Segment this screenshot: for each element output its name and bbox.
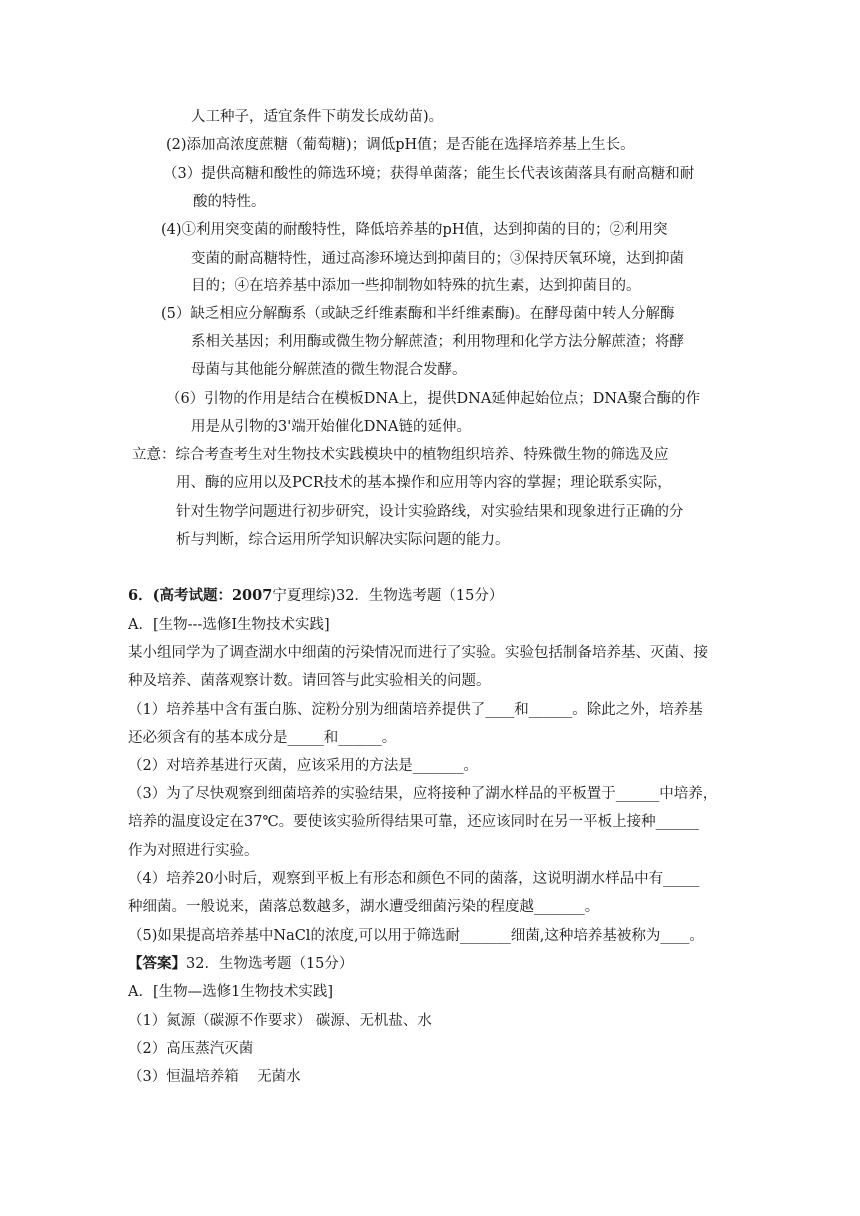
source-label: (高考试题：2007 <box>152 587 273 604</box>
answer-heading <box>128 954 353 974</box>
text-line: （5)如果提高培养基中NaCl的浓度,可以用于筛选耐_______细菌,这种培养基被称为____。 <box>128 928 704 944</box>
text-line: 系相关基因；利用酶或微生物分解蔗渣；利用物理和化学方法分解蔗渣；将酵 <box>191 334 684 350</box>
text-line: (2)添加高浓度蔗糖（葡萄糖)；调低pH值；是否能在选择培养基上生长。 <box>166 137 635 153</box>
text-line: (5）缺乏相应分解酶系（或缺乏纤维素酶和半纤维素酶)。在酵母菌中转人分解酶 <box>161 306 675 322</box>
text-line: 立意：综合考查考生对生物技术实践模块中的植物组织培养、特殊微生物的筛选及应 <box>132 447 669 463</box>
question-number: 6． <box>128 587 153 604</box>
text-line: 目的；④在培养基中添加一些抑制物如特殊的抗生素，达到抑菌目的。 <box>191 278 641 294</box>
text-line: （2）高压蒸汽灭菌 <box>128 1041 254 1057</box>
text-line: 作为对照进行实验。 <box>128 843 259 859</box>
text-line: (4)①利用突变菌的耐酸特性，降低培养基的pH值，达到抑菌的目的；②利用突 <box>161 222 668 238</box>
text-line: 针对生物学问题进行初步研究，设计实验路线，对实验结果和现象进行正确的分 <box>176 504 684 520</box>
text-line: （3）提供高糖和酸性的筛选环境；获得单菌落；能生长代表该菌落具有耐高糖和耐 <box>163 166 695 182</box>
text-line: 析与判断，综合运用所学知识解决实际问题的能力。 <box>176 532 510 548</box>
text-line: 种细菌。一般说来，菌落总数越多，湖水遭受细菌污染的程度越_______。 <box>128 899 600 915</box>
answer-label: 【答案】 <box>128 955 186 972</box>
text-line: 种及培养、菌落观察计数。请回答与此实验相关的问题。 <box>128 673 491 689</box>
question-heading <box>128 586 503 606</box>
text-line: （2）对培养基进行灭菌，应该采用的方法是_______。 <box>128 758 478 774</box>
text-line: 变菌的耐高糖特性，通过高渗环境达到抑菌目的；③保持厌氧环境，达到抑菌 <box>191 251 684 267</box>
text-line: 培养的温度设定在37℃。要使该实验所得结果可靠，还应该同时在另一平板上接种______ <box>128 814 700 830</box>
text-line: （4）培养20小时后，观察到平板上有形态和颜色不同的菌落，这说明湖水样品中有_____ <box>128 871 700 887</box>
text-line: 母菌与其他能分解蔗渣的微生物混合发酵。 <box>191 362 467 378</box>
text-line: （1）培养基中含有蛋白胨、淀粉分别为细菌培养提供了____和______。除此之外，培养基 <box>128 702 703 718</box>
text-line: 某小组同学为了调查湖水中细菌的污染情况而进行了实验。实验包括制备培养基、灭菌、接 <box>128 645 708 661</box>
text-line: （3）恒温培养箱 无菌水 <box>128 1069 301 1085</box>
section-title: A．[生物—选修1生物技术实践] <box>128 984 334 1000</box>
text-line: 还必须含有的基本成分是_____和______。 <box>128 730 397 746</box>
source-rest: 宁夏理综)32．生物选考题（15分） <box>272 588 504 604</box>
text-line: 酸的特性。 <box>193 194 266 210</box>
text-line: （6）引物的作用是结合在模板DNA上，提供DNA延伸起始位点；DNA聚合酶的作 <box>166 391 701 407</box>
text-line: （3）为了尽快观察到细菌培养的实验结果，应将接种了湖水样品的平板置于______中培养， <box>128 786 718 802</box>
text-line: 人工种子，适宜条件下萌发长成幼苗)。 <box>191 109 444 125</box>
answer-title: 32．生物选考题（15分） <box>186 956 354 972</box>
text-line: （1）氮源（碳源不作要求） 碳源、无机盐、水 <box>128 1013 432 1029</box>
text-line: 用、酶的应用以及PCR技术的基本操作和应用等内容的掌握；理论联系实际， <box>176 475 672 491</box>
text-line: 用是从引物的3'端开始催化DNA链的延伸。 <box>191 419 471 435</box>
section-title: A．[生物---选修Ⅰ生物技术实践] <box>128 617 330 633</box>
